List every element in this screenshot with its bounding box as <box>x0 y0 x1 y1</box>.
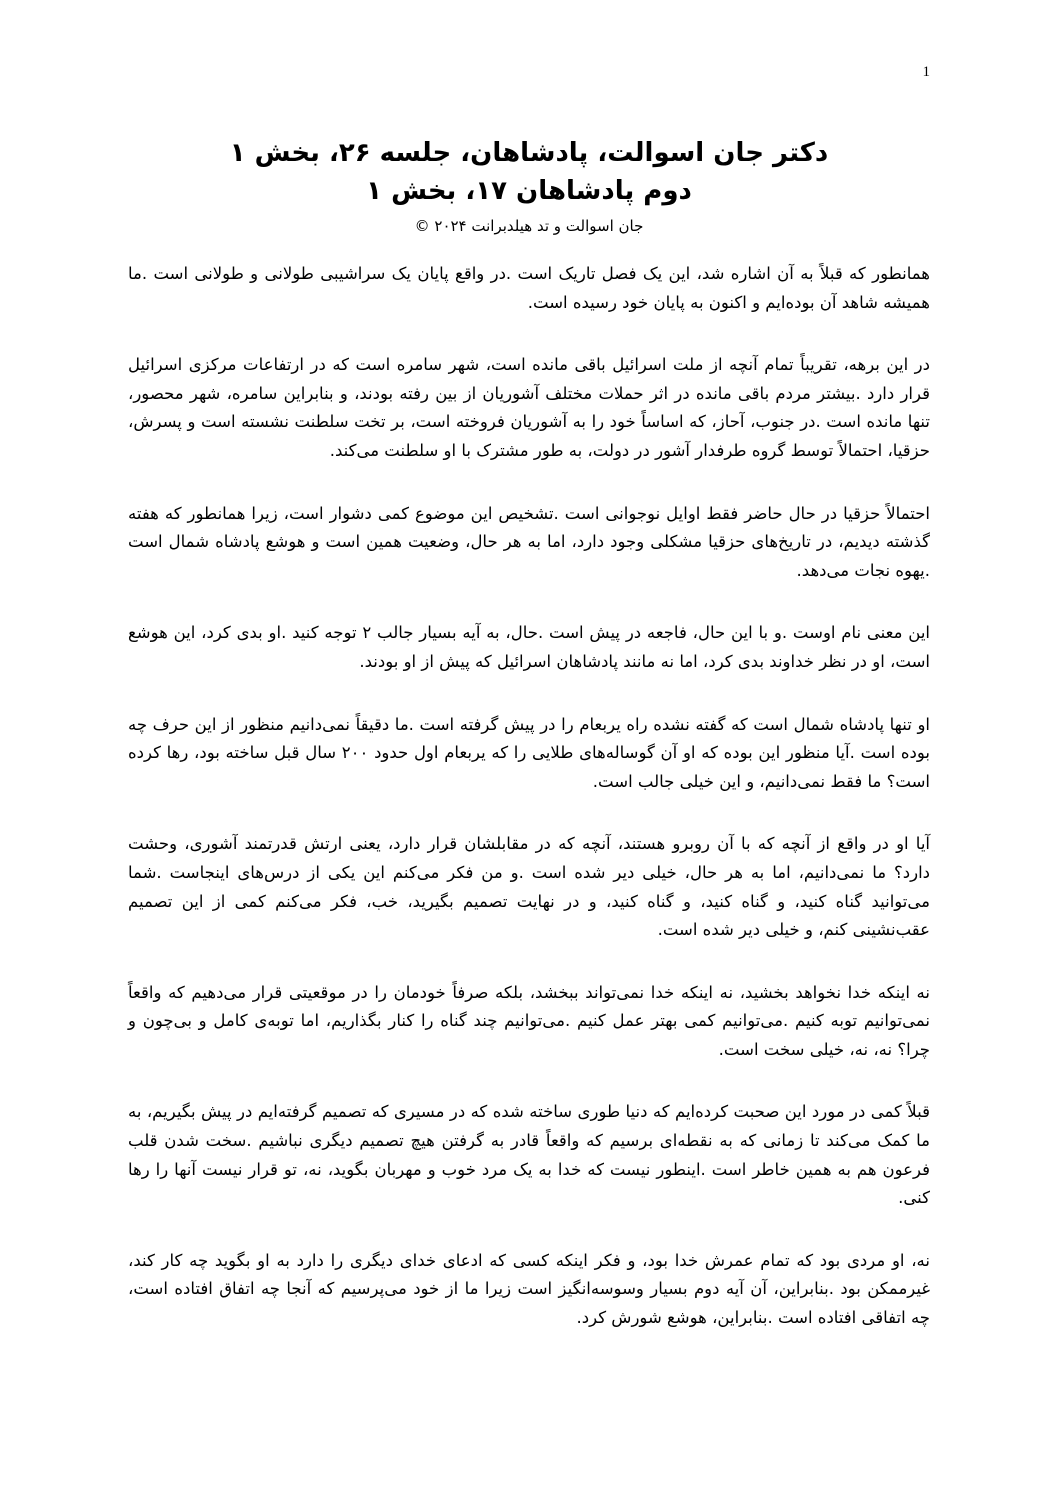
page-number: 1 <box>922 64 930 80</box>
paragraph-2: در این برهه، تقریباً تمام آنچه از ملت اسرائیل باقی مانده است، شهر سامره است که در ارتفاعات مرکزی اسرائیل قرار دارد .بیشتر مردم باقی مانده در اثر حملات مختلف آشوریان از بین رفته بودند، و بنابراین سامره، شهر محصور، تنها مانده است .در جنوب، آحاز، که اساساً خود را به آشوریان فروخته است، بر تخت سلطنت نشسته است و پسرش، حزقیا، احتمالاً توسط گروه طرفدار آشور در دولت، به طور مشترک با او سلطنت می‌کند. <box>128 355 930 460</box>
paragraph-3: احتمالاً حزقیا در حال حاضر فقط اوایل نوجوانی است .تشخیص این موضوع کمی دشوار است، زیرا همانطور که هفته گذشته دیدیم، در تاریخ‌های حزقیا مشکلی وجود دارد، اما به هر حال، وضعیت همین است و هوشع پادشاه شمال است .یهوه نجات می‌دهد. <box>128 503 930 580</box>
document-title-line-2: دوم پادشاهان ۱۷، بخش ۱ <box>366 176 692 206</box>
document-body <box>128 260 930 1367</box>
document-title-line-1: دکتر جان اسوالت، پادشاهان، جلسه ۲۶، بخش ۱ <box>229 138 829 168</box>
paragraph-1: همانطور که قبلاً به آن اشاره شد، این یک فصل تاریک است .در واقع پایان یک سراشیبی طولانی و طولانی است .ما همیشه شاهد آن بوده‌ایم و اکنون به پایان خود رسیده است. <box>128 264 930 312</box>
paragraph-9: نه، او مردی بود که تمام عمرش خدا بود، و فکر اینکه کسی که ادعای خدای دیگری را دارد به او بگوید چه کار کند، غیرممکن بود .بنابراین، آن آیه دوم بسیار وسوسه‌انگیز است زیرا ما از خود می‌پرسیم که آنجا چه اتفاق افتاده است، چه اتفاقی افتاده است .بنابراین، هوشع شورش کرد. <box>128 1250 930 1328</box>
copyright-line: جان اسوالت و تد هیلدبرانت ۲۰۲۴ © <box>414 217 644 235</box>
paragraph-8: قبلاً کمی در مورد این صحبت کرده‌ایم که دنیا طوری ساخته شده که در مسیری که تصمیم گرفته‌ایم در پیش بگیریم، به ما کمک می‌کند تا زمانی که به نقطه‌ای برسیم که واقعاً قادر به گرفتن هیچ تصمیم دیگری نباشیم .سخت شدن قلب فرعون هم به همین خاطر است .اینطور نیست که خدا به یک مرد خوب و مهربان بگوید، نه، تو قرار نیست آنها را رها کنی. <box>128 1102 930 1208</box>
document-header <box>60 134 998 240</box>
paragraph-5: او تنها پادشاه شمال است که گفته نشده راه یربعام را در پیش گرفته است .ما دقیقاً نمی‌دانیم منظور از این حرف چه بوده است .آیا منظور این بوده که او آن گوساله‌های طلایی را که یربعام اول حدود ۲۰۰ سال قبل ساخته بود، رها کرده است؟ ما فقط نمی‌دانیم، و این خیلی جالب است. <box>128 714 930 791</box>
paragraph-7: نه اینکه خدا نخواهد بخشید، نه اینکه خدا نمی‌تواند ببخشد، بلکه صرفاً خودمان را در موقعیتی قرار می‌دهیم که واقعاً نمی‌توانیم توبه کنیم .می‌توانیم کمی بهتر عمل کنیم .می‌توانیم چند گناه را کنار بگذاریم، اما توبه‌ی کامل و بی‌چون و چرا؟ نه، نه، خیلی سخت است. <box>128 982 930 1059</box>
paragraph-6: آیا او در واقع از آنچه که با آن روبرو هستند، آنچه که در مقابلشان قرار دارد، یعنی ارتش قدرتمند آشوری، وحشت دارد؟ ما نمی‌دانیم، اما به هر حال، خیلی دیر شده است .و من فکر می‌کنم این یکی از درس‌های اینجاست .شما می‌توانید گناه کنید، و گناه کنید، و گناه کنید، و در نهایت تصمیم بگیرید، خب، فکر می‌کنم کمی از این تصمیم عقب‌نشینی کنم، و خیلی دیر شده است. <box>128 834 930 940</box>
paragraph-4: این معنی نام اوست .و با این حال، فاجعه در پیش است .حال، به آیه بسیار جالب ۲ توجه کنید .او بدی کرد، این هوشع است، او در نظر خداوند بدی کرد، اما نه مانند پادشاهان اسرائیل که پیش از او بودند. <box>128 623 930 671</box>
